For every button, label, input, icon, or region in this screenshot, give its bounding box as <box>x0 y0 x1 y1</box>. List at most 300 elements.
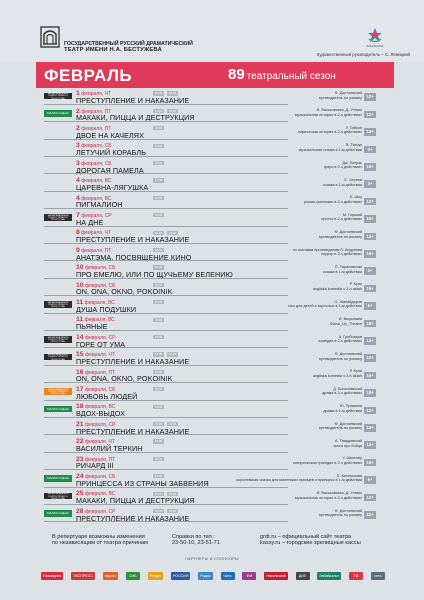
performance-author <box>202 161 362 170</box>
showtime-1[interactable]: 12:00 <box>154 474 163 479</box>
date-weekday: февраля, СР <box>84 421 116 428</box>
theatre-name <box>64 41 193 54</box>
showtime-1[interactable]: 12:00 <box>154 265 163 270</box>
showtime-1[interactable]: 18:00 <box>154 387 163 392</box>
age-rating-badge: 18+ <box>364 389 376 397</box>
date-day: 1 <box>76 90 80 98</box>
age-rating-badge: 12+ <box>364 111 376 119</box>
performance-genre: книга про бойца <box>333 443 362 448</box>
performance-genre: сказка в 1-м действии <box>323 269 362 274</box>
stage-badge: МАЛАЯ АКАДЕМИЯ ПОДРОСТКОВОГО ИСКУССТВА <box>44 301 72 308</box>
date-day: 2 <box>76 107 80 115</box>
age-rating-badge: 0+ <box>364 180 376 188</box>
age-rating-badge: 6+ <box>364 302 376 310</box>
stage-badge: МАЛАЯ СЦЕНА <box>44 406 72 413</box>
author-name: Е. Чернов <box>344 178 362 182</box>
row-divider <box>44 382 288 383</box>
date-weekday: февраля, СР <box>81 212 112 219</box>
performance-genre: королевская сказка для маленьких принцев и принцесс в 1-м действии <box>236 478 362 483</box>
performance-title[interactable]: НА ДНЕ <box>76 217 104 227</box>
performance-row[interactable] <box>0 247 424 262</box>
author-name: Ф. Достоевский <box>334 230 362 235</box>
stage-badge: МАЛАЯ АКАДЕМИЯ ПОДРОСТКОВОГО ИСКУССТВА <box>44 388 72 395</box>
age-rating-badge: 0+ <box>364 146 376 154</box>
date-day: 4 <box>76 177 80 185</box>
showtime-1[interactable]: 12:00 <box>154 300 163 305</box>
performance-row[interactable] <box>0 421 424 436</box>
partner-logo: ФМ <box>242 572 256 580</box>
performance-genre: роман-фантазия в 2-х действиях <box>304 199 362 204</box>
season-title <box>228 66 336 83</box>
age-rating-badge: 12+ <box>364 407 376 415</box>
date-weekday: февраля, ВС <box>84 299 115 306</box>
phone-info <box>172 534 220 547</box>
date-weekday: февраля, ПТ <box>81 247 112 254</box>
performance-genre: комедия в 2-х действиях <box>318 339 362 344</box>
showtime-1[interactable]: 15:00 <box>154 91 163 96</box>
showtime-1[interactable]: 18:30 <box>154 126 163 131</box>
partner-logo: вкусно <box>104 574 116 578</box>
performance-row[interactable] <box>0 473 424 488</box>
author-name: И. Васьковская, Д. Утюмо <box>316 491 362 496</box>
date-weekday: февраля, ПТ <box>81 108 112 115</box>
performance-title[interactable]: ПРЕСТУПЛЕНИЕ И НАКАЗАНИЕ <box>76 96 190 106</box>
date-day: 11 <box>76 298 84 306</box>
author-name: Ю. Тупикина <box>339 404 362 409</box>
showtime-1[interactable]: 18:30 <box>154 456 163 461</box>
date-weekday: февраля, СБ <box>84 282 116 289</box>
performance-title[interactable]: ON, ONA, OKNO, POKOINIK <box>76 287 173 297</box>
performance-author <box>202 422 362 431</box>
performance-author <box>202 91 362 100</box>
age-rating-badge: 16+ <box>364 163 376 171</box>
performance-genre: музыкальная сказка в 1-м действии <box>298 147 362 152</box>
date-weekday: февраля, ВС <box>81 195 112 202</box>
row-divider <box>44 347 288 348</box>
row-divider <box>44 260 288 261</box>
performance-title[interactable]: ПРЕСТУПЛЕНИЕ И НАКАЗАНИЕ <box>76 513 190 523</box>
showtime-1[interactable]: 18:30 <box>154 369 163 374</box>
performance-title[interactable]: ПИГМАЛИОН <box>76 200 123 210</box>
row-divider <box>44 521 288 522</box>
author-name: по мотивам произведения Л. Андреева <box>292 247 362 252</box>
performance-genre: сны для детей и взрослых в 1-м действии <box>288 304 362 309</box>
row-divider <box>44 208 288 209</box>
date-day: 4 <box>76 194 80 202</box>
performance-author <box>202 300 362 309</box>
partner-logo: Никольский <box>266 574 286 578</box>
date-day: 7 <box>76 211 80 219</box>
date-day: 17 <box>76 385 84 393</box>
author-name: Д. Богославский <box>333 386 362 391</box>
partner-logo: Чита <box>221 572 235 580</box>
performance-row[interactable] <box>0 508 424 523</box>
stage-badge: МАЛАЯ СЦЕНА <box>44 475 72 482</box>
performance-author <box>202 474 362 483</box>
performance-title[interactable]: ДОРОГАЯ ПАМЕЛА <box>76 165 144 175</box>
performance-author <box>202 317 362 326</box>
official-site-link[interactable]: grdt.ru – официальный сайт театра <box>260 534 352 540</box>
performance-row[interactable] <box>0 386 424 401</box>
showtime-1[interactable]: 12:00 <box>154 178 163 183</box>
phone-info-line1: Справки по тел.: <box>172 534 215 540</box>
date-day: 3 <box>76 159 80 167</box>
festival-logo-caption: ЗАБАЙКАЛЬЕ <box>366 45 384 48</box>
stage-badge: МАЛАЯ СЦЕНА <box>44 510 72 517</box>
author-name: И. Вырыпаев <box>338 317 362 322</box>
date-day: 21 <box>76 420 84 428</box>
age-rating-badge: 12+ <box>364 198 376 206</box>
author-name: У. Шекспир <box>342 456 362 461</box>
performance-title[interactable]: ГОРЕ ОТ УМА <box>76 339 126 349</box>
row-divider <box>44 139 288 140</box>
date-day: 3 <box>76 142 80 150</box>
row-divider <box>44 295 288 296</box>
performance-author <box>202 404 362 413</box>
row-divider <box>44 469 288 470</box>
season-label: театральный сезон <box>246 71 336 82</box>
theatre-name-line2: ТЕАТР ИМЕНИ Н.А. БЕСТУЖЕВА <box>64 47 162 54</box>
date-day: 24 <box>76 472 84 480</box>
author-name: М. Горький <box>342 212 362 217</box>
showtime-1[interactable]: 11:00 <box>154 108 163 113</box>
stage-badge: МАЛАЯ АКАДЕМИЯ ПОДРОСТКОВОГО ИСКУССТВА <box>44 336 72 343</box>
partner-logo: сеть <box>371 572 385 580</box>
row-divider <box>44 504 288 505</box>
performance-author <box>202 230 362 239</box>
performance-row[interactable] <box>0 299 424 314</box>
performance-title[interactable]: ЦАРЕВНА-ЛЯГУШКА <box>76 183 149 193</box>
performance-author <box>202 213 362 222</box>
partner-logo: Пивоварня <box>43 574 62 578</box>
age-rating-badge: 12+ <box>364 233 376 241</box>
age-rating-badge: 12+ <box>364 424 376 432</box>
performance-author <box>202 126 362 135</box>
row-divider <box>44 121 288 122</box>
performance-title[interactable]: РИЧАРД III <box>76 461 114 471</box>
author-name: Дж. Патрик <box>342 160 362 165</box>
theatre-name-line1: ГОСУДАРСТВЕННЫЙ РУССКИЙ ДРАМАТИЧЕСКИЙ <box>64 41 193 47</box>
performance-row[interactable] <box>0 107 424 122</box>
performance-row[interactable] <box>0 403 424 418</box>
performance-genre: путеводитель по роману <box>318 95 362 100</box>
performance-title[interactable]: МАКАКИ, ПИЦЦА И ДЕСТРУКЦИЯ <box>76 113 195 123</box>
performance-author <box>202 248 362 257</box>
partner-logo: СИБ <box>126 572 140 580</box>
age-rating-badge: 16+ <box>364 215 376 223</box>
partner-logo: Забайкалье <box>319 574 340 578</box>
date-weekday: февраля, СБ <box>84 386 116 393</box>
website-info <box>260 534 361 547</box>
date-day: 2 <box>76 124 80 132</box>
author-name: Ф. Достоевский <box>334 91 362 95</box>
performance-row[interactable] <box>0 194 424 209</box>
performance-author <box>202 369 362 378</box>
artistic-director: Художественный руководитель – С. Левицкий <box>316 52 410 57</box>
row-divider <box>44 191 288 192</box>
performance-genre: путеводитель по роману <box>318 426 362 431</box>
performance-author <box>202 335 362 344</box>
showtime-1[interactable]: 18:00 <box>154 160 163 165</box>
showtime-1[interactable]: 18:00 <box>154 195 163 200</box>
showtime-1[interactable]: 18:00 <box>154 282 163 287</box>
author-name: О. Жанайдаров <box>334 299 362 304</box>
row-divider <box>44 156 288 157</box>
date-weekday: февраля, ВС <box>84 491 116 498</box>
author-name: Ф. Достоевский <box>334 352 362 356</box>
date-weekday: февраля, СБ <box>84 473 116 480</box>
row-divider <box>44 313 288 314</box>
date-weekday: февраля, СР <box>84 334 116 341</box>
performance-author <box>202 456 362 465</box>
date-day: 8 <box>76 229 80 237</box>
date-weekday: февраля, ВС <box>84 404 116 411</box>
season-number: 89 <box>228 66 245 83</box>
author-name: А. Грибоедов <box>338 334 362 339</box>
performance-row[interactable] <box>0 490 424 505</box>
performance-title[interactable]: ПРО ЕМЕЛЮ, ИЛИ ПО ЩУЧЬЕМУ ВЕЛЕНИЮ <box>76 270 233 280</box>
performance-genre: фарс в 2-х действиях <box>324 165 362 170</box>
showtime-1[interactable]: 15:00 <box>154 508 163 513</box>
row-divider <box>44 452 288 453</box>
performance-row[interactable] <box>0 229 424 244</box>
performance-genre: лирическая история в 2-х действиях <box>297 130 362 135</box>
date-day: 11 <box>76 316 84 324</box>
age-rating-badge: 12+ <box>364 337 376 345</box>
row-divider <box>44 434 288 435</box>
author-name: Е. Тараховская <box>335 265 362 269</box>
age-rating-badge: 12+ <box>364 93 376 101</box>
performance-genre: путеводитель по роману <box>318 513 362 518</box>
showtime-2[interactable]: 18:30 <box>168 352 177 357</box>
date-weekday: февраля, ЧТ <box>84 439 115 446</box>
row-divider <box>44 226 288 227</box>
showtime-1[interactable]: 15:00 <box>154 421 163 426</box>
performance-title[interactable]: МАКАКИ, ПИЦЦА И ДЕСТРУКЦИЯ <box>76 496 195 506</box>
showtime-2[interactable]: 18:30 <box>168 508 177 513</box>
performance-title[interactable]: ПРИНЦЕССА ИЗ СТРАНЫ ЗАБВЕНИЯ <box>76 478 209 488</box>
stage-badge: МАЛАЯ АКАДЕМИЯ ПОДРОСТКОВОГО ИСКУССТВА <box>44 214 72 221</box>
author-name: Б. Шоу <box>349 195 362 200</box>
ticket-office-link[interactable]: kassy.ru – городские зрелищные кассы <box>260 540 361 547</box>
date-weekday: февраля, СБ <box>84 265 116 272</box>
performance-genre: путеводитель по роману <box>318 234 362 239</box>
date-weekday: февраля, ВС <box>84 317 115 324</box>
row-divider <box>44 278 288 279</box>
author-name: Ф. Достоевский <box>334 508 362 513</box>
age-rating-badge: 12+ <box>364 511 376 519</box>
performance-author <box>202 387 362 396</box>
performance-title[interactable]: ПРЕСТУПЛЕНИЕ И НАКАЗАНИЕ <box>76 426 190 436</box>
row-divider <box>44 365 288 366</box>
partner-logo: Радио <box>200 574 211 578</box>
row-divider <box>44 400 288 401</box>
performance-genre: Stand_Up_Theatre <box>329 321 362 326</box>
showtime-1[interactable]: 12:00 <box>154 491 163 496</box>
performance-row[interactable] <box>0 281 424 296</box>
changes-note <box>52 534 148 547</box>
performance-genre: притча в 2-х действиях <box>321 217 362 222</box>
performance-title[interactable]: ВДОХ-ВЫДОХ <box>76 409 126 419</box>
performance-title[interactable]: ДВОЕ НА КАЧЕЛЯХ <box>76 130 144 140</box>
date-day: 10 <box>76 264 84 272</box>
author-name: В. Ткачук <box>345 143 362 148</box>
date-day: 16 <box>76 368 84 376</box>
performance-genre: сатирическая трагедия в 2-х действиях <box>292 460 362 465</box>
date-day: 14 <box>76 333 84 341</box>
performance-row[interactable] <box>0 212 424 227</box>
performance-title[interactable]: ЛЮБОВЬ ЛЮДЕЙ <box>76 391 138 401</box>
author-name: У. Гибсон <box>345 125 362 130</box>
showtime-1[interactable]: 18:00 <box>154 317 163 322</box>
date-day: 25 <box>76 490 84 498</box>
performance-genre: путеводитель по роману <box>318 356 362 361</box>
partner-logos <box>40 564 386 588</box>
date-weekday: февраля, ЧТ <box>81 91 112 98</box>
age-rating-badge: 6+ <box>364 476 376 484</box>
performance-row[interactable] <box>0 368 424 383</box>
performance-title[interactable]: ДУША ПОДУШКИ <box>76 304 137 314</box>
partners-title: ПАРТНЕРЫ И СПОНСОРЫ <box>185 557 239 561</box>
showtime-2[interactable]: 18:00 <box>168 491 177 496</box>
author-name: Ф. Достоевский <box>334 421 362 426</box>
showtime-1[interactable]: 18:30 <box>154 247 163 252</box>
performance-title[interactable]: ЛЕТУЧИЙ КОРАБЛЬ <box>76 148 147 158</box>
performance-row[interactable] <box>0 438 424 453</box>
age-rating-badge: 16+ <box>364 285 376 293</box>
performance-genre: музыкальная история в 2-х действиях <box>294 495 362 500</box>
changes-note-line2: по независящим от театра причинам <box>52 540 148 547</box>
row-divider <box>44 330 288 331</box>
performance-title[interactable]: ПРЕСТУПЛЕНИЕ И НАКАЗАНИЕ <box>76 235 190 245</box>
partner-logo: ЭКСПРЕСС <box>73 574 93 578</box>
date-day: 22 <box>76 438 84 446</box>
stage-badge: МАЛАЯ АКАДЕМИЯ ПОДРОСТКОВОГО ИСКУССТВА <box>44 493 72 500</box>
performance-row[interactable] <box>0 316 424 331</box>
performance-author <box>202 509 362 518</box>
performance-row[interactable] <box>0 90 424 105</box>
date-weekday: февраля, СБ <box>81 160 112 167</box>
date-weekday: февраля, ПТ <box>81 125 112 132</box>
performance-row[interactable] <box>0 334 424 349</box>
performance-genre: angliska komedia v 2-h aktah <box>312 373 362 378</box>
performance-genre: драма в 2-х действиях <box>322 391 362 396</box>
showtime-1[interactable]: 15:00 <box>154 439 163 444</box>
performance-title[interactable]: АНАТЭМА. ПОСВЯЩЕНИЕ КИНО <box>76 252 192 262</box>
date-weekday: февраля, ЧТ <box>84 352 115 359</box>
date-day: 28 <box>76 507 84 515</box>
showtime-1[interactable]: 15:00 <box>154 334 163 339</box>
theatre-logo-icon <box>40 26 60 48</box>
author-name: Е. Киселькова <box>337 473 362 478</box>
festival-logo-icon <box>366 26 384 44</box>
row-divider <box>44 173 288 174</box>
showtime-1[interactable]: 15:00 <box>154 230 163 235</box>
performance-title[interactable]: ВАСИЛИЙ ТЕРКИН <box>76 444 143 454</box>
performance-title[interactable]: ON, ONA, OKNO, POKOINIK <box>76 374 173 384</box>
performance-row[interactable] <box>0 455 424 470</box>
row-divider <box>44 243 288 244</box>
performance-author <box>202 439 362 448</box>
author-name: Р. Куни <box>349 369 362 374</box>
month-title: ФЕВРАЛЬ <box>44 66 133 85</box>
partner-logo: ДИЛ <box>296 572 310 580</box>
date-day: 9 <box>76 246 80 254</box>
performance-genre: музыкальная история в 2-х действиях <box>294 112 362 117</box>
performance-author <box>202 195 362 204</box>
age-rating-badge: 12+ <box>364 354 376 362</box>
age-rating-badge: 12+ <box>364 494 376 502</box>
performance-author <box>202 282 362 291</box>
showtime-2[interactable]: 18:30 <box>168 108 177 113</box>
date-weekday: февраля, ВС <box>81 178 112 185</box>
author-name: А. Твардовский <box>334 439 362 443</box>
showtime-2[interactable]: 18:30 <box>168 421 177 426</box>
row-divider <box>44 487 288 488</box>
age-rating-badge: 16+ <box>364 459 376 467</box>
performance-row[interactable] <box>0 351 424 366</box>
showtime-1[interactable]: 12:00 <box>154 404 163 409</box>
performance-title[interactable]: ПРЕСТУПЛЕНИЕ И НАКАЗАНИЕ <box>76 357 190 367</box>
stage-badge: МАЛАЯ АКАДЕМИЯ ПОДРОСТКОВОГО ИСКУССТВА <box>44 93 72 100</box>
age-rating-badge: 16+ <box>364 250 376 258</box>
partner-logo: ТВ <box>349 572 363 580</box>
date-weekday: февраля, ПТ <box>84 369 116 376</box>
performance-author <box>202 491 362 500</box>
showtime-2[interactable]: 18:30 <box>168 91 177 96</box>
age-rating-badge: 12+ <box>364 441 376 449</box>
showtime-1[interactable]: 12:00 <box>154 143 163 148</box>
stage-badge: МАЛАЯ СЦЕНА <box>44 110 72 117</box>
date-weekday: февраля, ПТ <box>84 456 116 463</box>
performance-row[interactable] <box>0 160 424 175</box>
date-day: 10 <box>76 281 84 289</box>
date-weekday: февраля, ЧТ <box>81 230 112 237</box>
date-weekday: февраля, СБ <box>81 143 112 150</box>
partner-logo: Ресурс <box>149 574 162 578</box>
performance-row[interactable] <box>0 177 424 192</box>
showtime-2[interactable]: 18:30 <box>168 230 177 235</box>
performance-genre: хоррор в 2-х действиях <box>320 252 362 257</box>
showtime-1[interactable]: 15:00 <box>154 213 163 218</box>
age-rating-badge: 16+ <box>364 372 376 380</box>
showtime-1[interactable]: 15:00 <box>154 352 163 357</box>
poster-header <box>0 0 424 62</box>
performance-author <box>202 178 362 187</box>
performance-author <box>202 352 362 361</box>
phone-info-line2: 23-50-10, 23-51-71 <box>172 540 220 547</box>
performance-row[interactable] <box>0 125 424 140</box>
changes-note-line1: В репертуаре возможны изменения <box>52 534 145 540</box>
performance-author <box>202 265 362 274</box>
age-rating-badge: 12+ <box>364 128 376 136</box>
stage-badge: МАЛАЯ АКАДЕМИЯ ПОДРОСТКОВОГО ИСКУССТВА <box>44 354 72 361</box>
date-day: 18 <box>76 403 84 411</box>
performance-row[interactable] <box>0 264 424 279</box>
performance-title[interactable]: ПЬЯНЫЕ <box>76 322 108 332</box>
date-day: 15 <box>76 351 84 359</box>
performance-genre: angliska komedia v 2-h aktah <box>312 286 362 291</box>
performance-row[interactable] <box>0 142 424 157</box>
age-rating-badge: 0+ <box>364 267 376 275</box>
date-day: 23 <box>76 455 84 463</box>
performance-author <box>202 143 362 152</box>
performance-genre: драма в 1-м действии <box>323 408 362 413</box>
performance-genre: сказка в 1-м действии <box>323 182 362 187</box>
row-divider <box>44 417 288 418</box>
author-name: Р. Куни <box>349 282 362 287</box>
age-rating-badge: 18+ <box>364 320 376 328</box>
